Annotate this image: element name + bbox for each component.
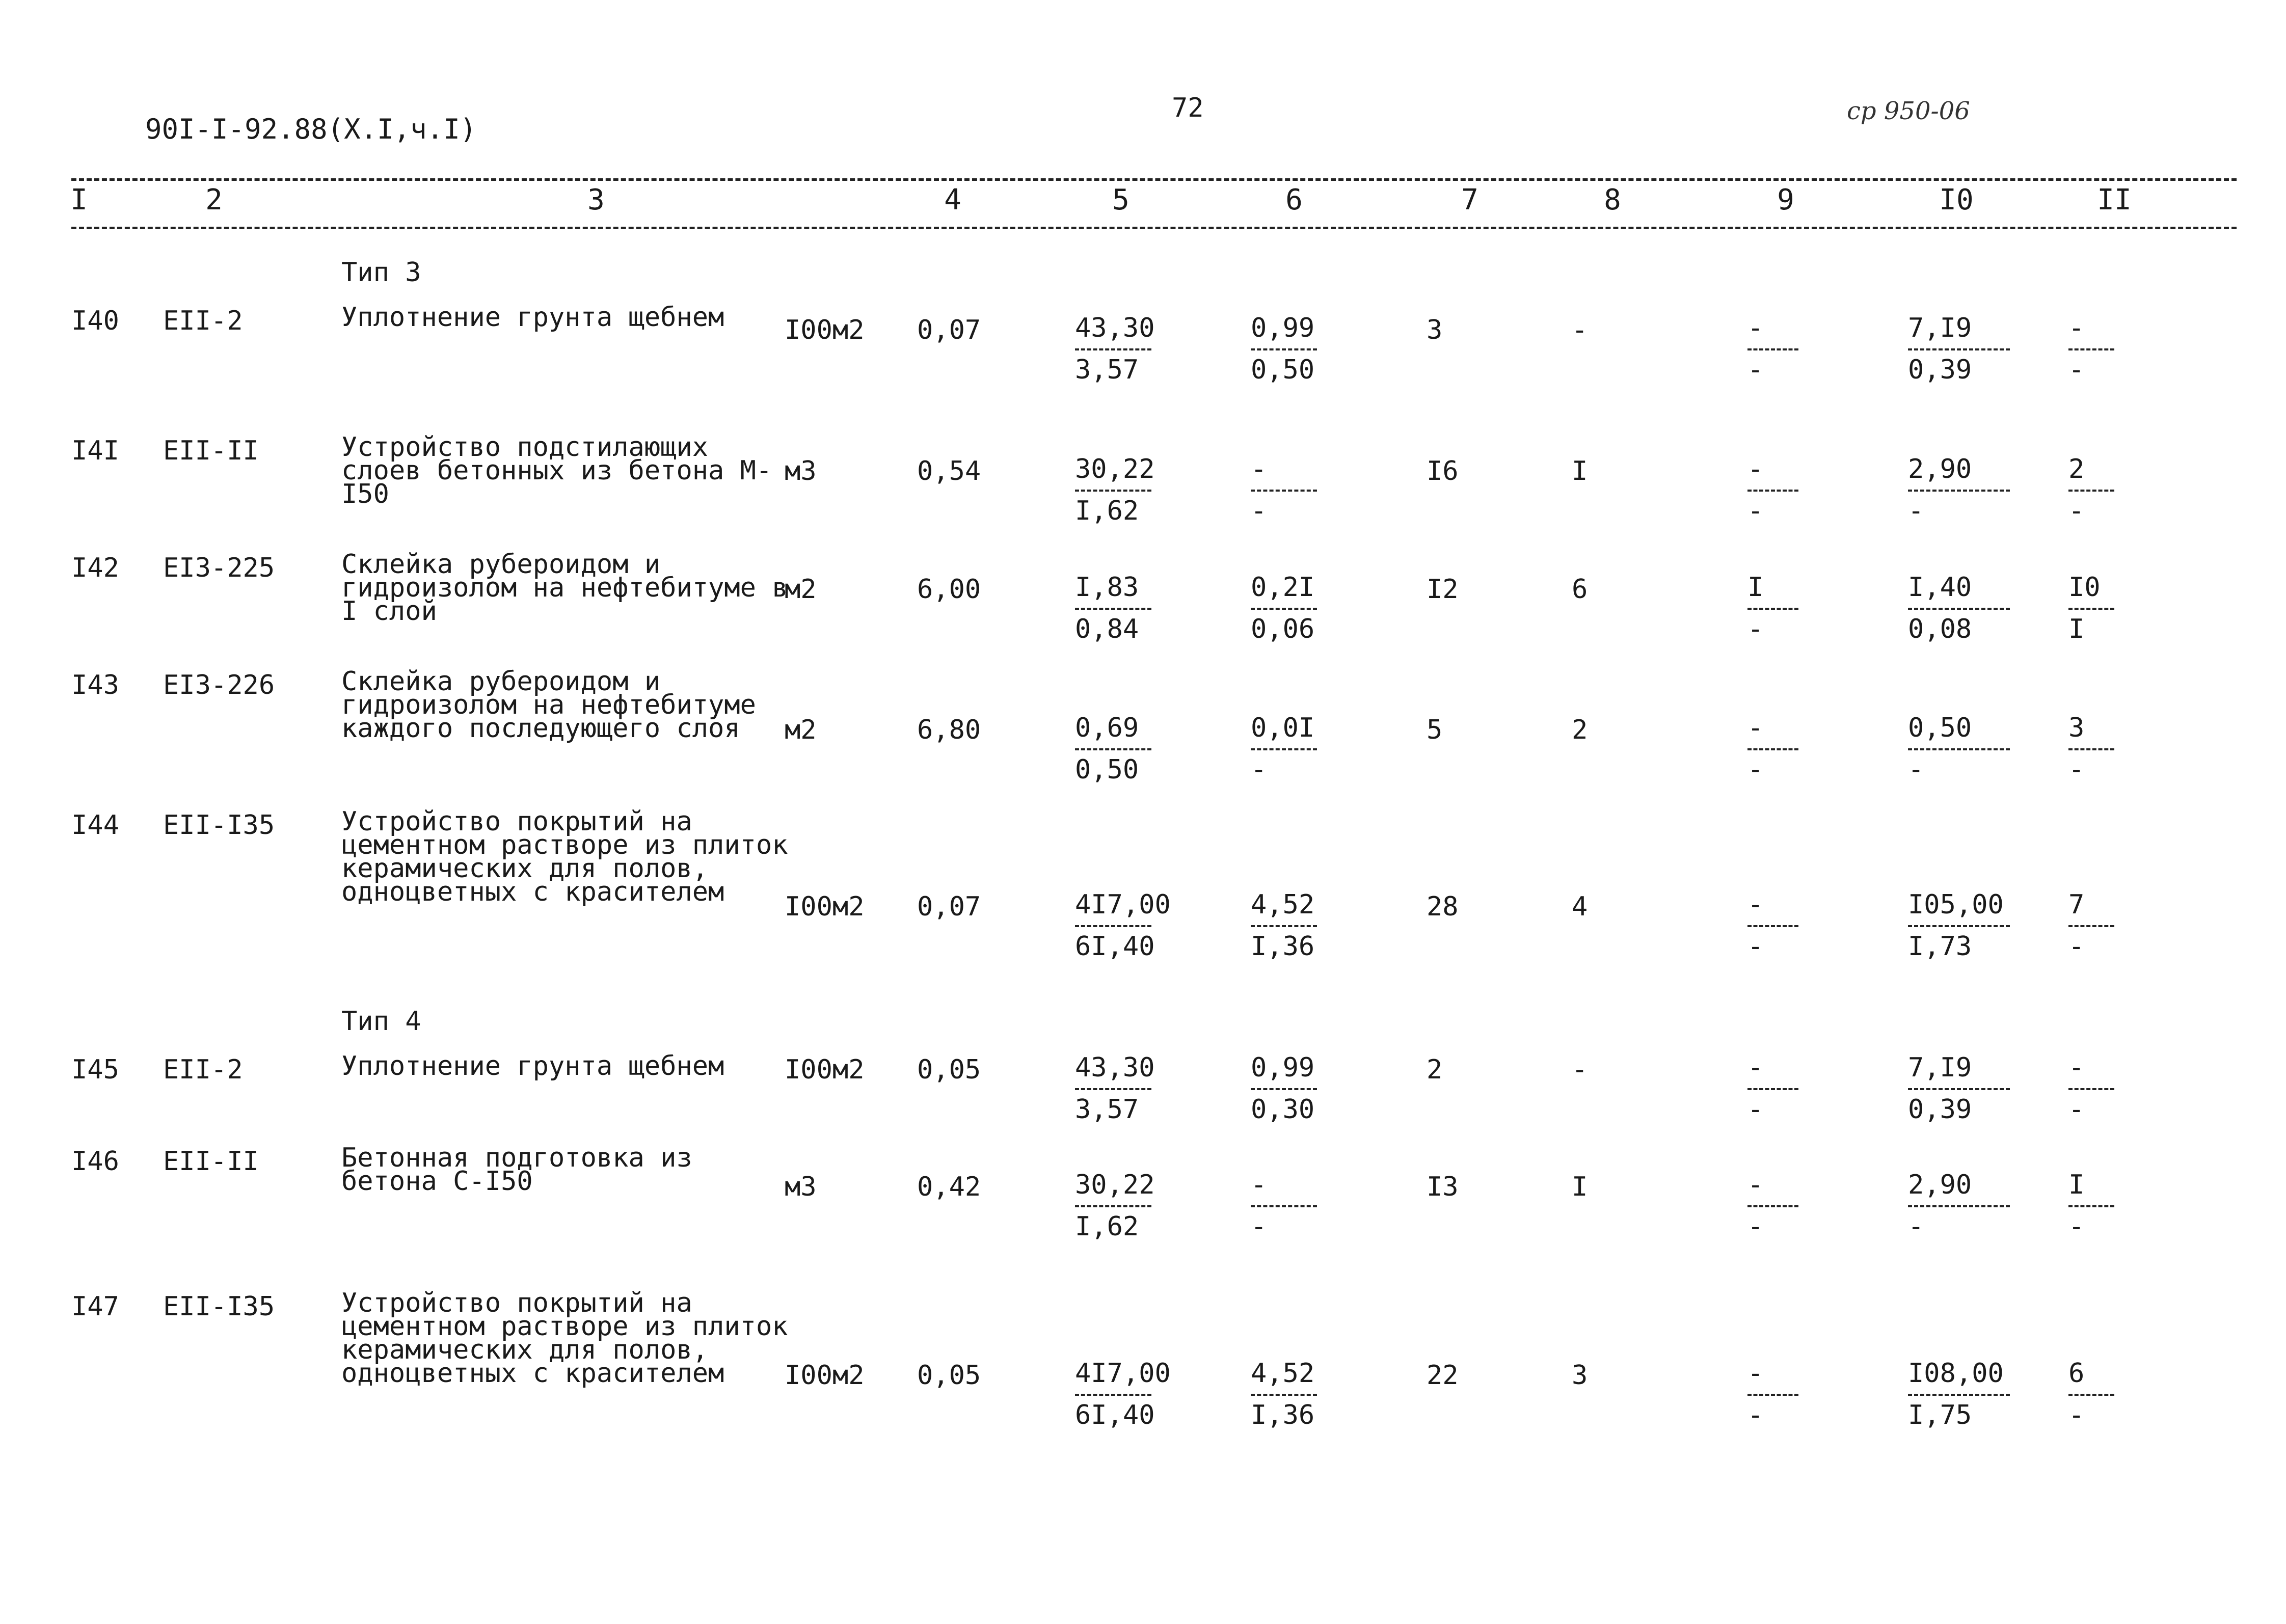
norm-code: EII-2	[163, 306, 243, 336]
header-top-rule	[71, 178, 2237, 181]
col11-bottom: -	[2068, 496, 2085, 526]
col11-top: -	[2068, 313, 2085, 343]
col5-bottom: 6I,40	[1075, 931, 1155, 962]
col9-bottom: -	[1747, 1094, 1764, 1125]
col5-bottom: I,62	[1075, 1211, 1139, 1242]
row-number: I46	[71, 1146, 119, 1177]
column-header: 2	[205, 183, 223, 216]
col9-bottom: -	[1747, 1400, 1764, 1430]
col11-bottom: -	[2068, 931, 2085, 962]
quantity: 0,05	[917, 1054, 981, 1085]
fraction-bar	[1747, 1088, 1798, 1090]
column-header: 8	[1604, 183, 1621, 216]
col8-value: -	[1572, 315, 1588, 345]
col9-fraction	[1747, 1172, 1798, 1240]
col6-bottom: 0,30	[1251, 1094, 1315, 1125]
col9-top: -	[1747, 713, 1764, 743]
col7-value: I2	[1427, 574, 1459, 605]
fraction-bar	[1251, 608, 1317, 610]
col5-bottom: 3,57	[1075, 1094, 1139, 1125]
fraction-bar	[1908, 608, 2010, 610]
row-number: I43	[71, 670, 119, 700]
col5-fraction	[1075, 454, 1155, 526]
col5-fraction	[1075, 1052, 1155, 1125]
work-description: Бетонная подготовка из бетона С-I50	[341, 1143, 692, 1197]
fraction-bar	[1747, 925, 1798, 927]
col9-bottom: -	[1747, 754, 1764, 785]
fraction-bar	[1251, 1088, 1317, 1090]
col6-fraction	[1251, 891, 1317, 960]
norm-code: EII-II	[163, 436, 259, 466]
work-description: Устройство подстилающих слоев бетонных из бетона М-I50	[341, 432, 772, 509]
col10-top: 2,90	[1908, 454, 1972, 484]
col6-top: 0,99	[1251, 313, 1315, 343]
fraction-bar	[2068, 348, 2114, 350]
col5-bottom: 3,57	[1075, 355, 1139, 385]
column-header: I0	[1939, 183, 1974, 216]
col9-top: -	[1747, 1358, 1764, 1389]
col10-bottom: -	[1908, 1211, 1924, 1242]
col10-fraction	[1908, 891, 2010, 960]
quantity: 0,07	[917, 315, 981, 345]
col6-bottom: 0,50	[1251, 355, 1315, 385]
col10-fraction	[1908, 1172, 2010, 1240]
col5-fraction	[1075, 715, 1151, 783]
col10-top: I05,00	[1908, 889, 2004, 920]
col10-top: 7,I9	[1908, 1052, 1972, 1083]
norm-code: EII-II	[163, 1146, 259, 1177]
column-header: 6	[1285, 183, 1303, 216]
fraction-bar	[1908, 1088, 2010, 1090]
fraction-bar	[1251, 1205, 1317, 1207]
fraction-bar	[1747, 1394, 1798, 1396]
col5-top: 43,30	[1075, 313, 1155, 343]
fraction-bar	[1251, 348, 1317, 350]
norm-code: EII-2	[163, 1054, 243, 1085]
header-bottom-rule	[71, 227, 2237, 229]
col5-top: 43,30	[1075, 1052, 1155, 1083]
fraction-bar	[2068, 925, 2114, 927]
quantity: 0,05	[917, 1360, 981, 1391]
col8-value: -	[1572, 1054, 1588, 1085]
col5-top: 0,69	[1075, 713, 1139, 743]
handwritten-stamp: ср 950-06	[1847, 97, 1970, 125]
fraction-bar	[1908, 1205, 2010, 1207]
col9-top: -	[1747, 1170, 1764, 1200]
quantity: 6,00	[917, 574, 981, 605]
col9-fraction	[1747, 574, 1798, 642]
unit: м3	[785, 456, 817, 486]
column-header: 5	[1112, 183, 1129, 216]
col9-bottom: -	[1747, 496, 1764, 526]
fraction-bar	[2068, 1205, 2114, 1207]
row-number: I40	[71, 306, 119, 336]
fraction-bar	[1747, 608, 1798, 610]
work-description: Устройство покрытий на цементном растворе из плиток керамических для полов, одноцветных с красителем	[341, 806, 788, 907]
col10-fraction	[1908, 574, 2010, 642]
col11-fraction	[2068, 715, 2114, 783]
col10-top: 0,50	[1908, 713, 1972, 743]
section-title: Тип 4	[341, 1006, 421, 1037]
col6-top: 4,52	[1251, 1358, 1315, 1389]
fraction-bar	[1908, 925, 2010, 927]
col5-bottom: 0,50	[1075, 754, 1139, 785]
col9-bottom: -	[1747, 614, 1764, 644]
col6-top: 0,2I	[1251, 572, 1315, 603]
fraction-bar	[1251, 1394, 1317, 1396]
col11-fraction	[2068, 574, 2114, 642]
col11-fraction	[2068, 315, 2114, 383]
col6-top: -	[1251, 454, 1267, 484]
col10-fraction	[1908, 456, 2010, 524]
fraction-bar	[1908, 1394, 2010, 1396]
col11-fraction	[2068, 456, 2114, 524]
norm-code: EI3-225	[163, 553, 275, 583]
document-code: 90I-I-92.88(X.I,ч.I)	[145, 113, 477, 145]
quantity: 0,54	[917, 456, 981, 486]
work-description: Уплотнение грунта щебнем	[341, 1051, 724, 1081]
col5-top: 4I7,00	[1075, 1358, 1171, 1389]
fraction-bar	[1075, 1088, 1151, 1090]
fraction-bar	[2068, 1394, 2114, 1396]
col9-bottom: -	[1747, 355, 1764, 385]
col6-fraction	[1251, 315, 1317, 383]
col8-value: I	[1572, 1172, 1588, 1202]
col9-fraction	[1747, 1360, 1798, 1428]
col6-bottom: -	[1251, 496, 1267, 526]
fraction-bar	[1747, 1205, 1798, 1207]
norm-code: EII-I35	[163, 1291, 275, 1322]
col5-fraction	[1075, 574, 1151, 642]
unit: м2	[785, 715, 817, 745]
unit: I00м2	[785, 315, 865, 345]
column-header: I	[70, 183, 88, 216]
col10-top: 7,I9	[1908, 313, 1972, 343]
col9-bottom: -	[1747, 1211, 1764, 1242]
col11-bottom: -	[2068, 754, 2085, 785]
col10-bottom: 0,39	[1908, 355, 1972, 385]
fraction-bar	[1908, 748, 2010, 750]
col9-fraction	[1747, 1054, 1798, 1123]
fraction-bar	[1075, 348, 1151, 350]
col8-value: I	[1572, 456, 1588, 486]
col5-fraction	[1075, 1170, 1155, 1242]
row-number: I42	[71, 553, 119, 583]
col7-value: 2	[1427, 1054, 1443, 1085]
col11-top: I	[2068, 1170, 2085, 1200]
quantity: 0,07	[917, 891, 981, 922]
quantity: 6,80	[917, 715, 981, 745]
norm-code: EI3-226	[163, 670, 275, 700]
col6-fraction	[1251, 1360, 1317, 1428]
col11-fraction	[2068, 1172, 2114, 1240]
col6-top: -	[1251, 1170, 1267, 1200]
col9-bottom: -	[1747, 931, 1764, 962]
column-header: 7	[1461, 183, 1478, 216]
fraction-bar	[2068, 490, 2114, 492]
row-number: I4I	[71, 436, 119, 466]
col8-value: 3	[1572, 1360, 1588, 1391]
page-number: 72	[1172, 93, 1204, 123]
col10-bottom: I,75	[1908, 1400, 1972, 1430]
col10-bottom: -	[1908, 754, 1924, 785]
fraction-bar	[1747, 748, 1798, 750]
col11-fraction	[2068, 1054, 2114, 1123]
col10-top: 2,90	[1908, 1170, 1972, 1200]
work-description: Уплотнение грунта щебнем	[341, 302, 724, 333]
fraction-bar	[1251, 490, 1317, 492]
row-number: I47	[71, 1291, 119, 1322]
col11-bottom: I	[2068, 614, 2085, 644]
col6-fraction	[1251, 574, 1317, 642]
col11-bottom: -	[2068, 1211, 2085, 1242]
col9-top: I	[1747, 572, 1764, 603]
col7-value: 5	[1427, 715, 1443, 745]
col5-top: I,83	[1075, 572, 1139, 603]
col7-value: I6	[1427, 456, 1459, 486]
col9-top: -	[1747, 889, 1764, 920]
fraction-bar	[1747, 490, 1798, 492]
col9-fraction	[1747, 891, 1798, 960]
col11-top: I0	[2068, 572, 2101, 603]
work-description: Склейка рубероидом и гидроизолом на нефтебитуме в I слой	[341, 549, 788, 627]
unit: м2	[785, 574, 817, 605]
col11-fraction	[2068, 891, 2114, 960]
fraction-bar	[1908, 490, 2010, 492]
col9-top: -	[1747, 1052, 1764, 1083]
column-header: II	[2097, 183, 2132, 216]
col5-top: 30,22	[1075, 1170, 1155, 1200]
col6-bottom: I,36	[1251, 1400, 1315, 1430]
fraction-bar	[1075, 1394, 1151, 1396]
fraction-bar	[1075, 490, 1151, 492]
col9-fraction	[1747, 456, 1798, 524]
fraction-bar	[1075, 748, 1151, 750]
col6-top: 4,52	[1251, 889, 1315, 920]
fraction-bar	[2068, 608, 2114, 610]
col7-value: 28	[1427, 891, 1459, 922]
col10-bottom: 0,08	[1908, 614, 1972, 644]
column-header: 9	[1777, 183, 1794, 216]
col5-fraction	[1075, 1358, 1171, 1430]
col10-top: I08,00	[1908, 1358, 2004, 1389]
col7-value: I3	[1427, 1172, 1459, 1202]
col6-top: 0,99	[1251, 1052, 1315, 1083]
work-description: Склейка рубероидом и гидроизолом на нефтебитуме каждого последующего слоя	[341, 666, 756, 744]
col7-value: 22	[1427, 1360, 1459, 1391]
column-header: 4	[944, 183, 961, 216]
fraction-bar	[1075, 1205, 1151, 1207]
col11-top: 6	[2068, 1358, 2085, 1389]
col7-value: 3	[1427, 315, 1443, 345]
unit: I00м2	[785, 1360, 865, 1391]
col5-bottom: 6I,40	[1075, 1400, 1155, 1430]
col5-top: 4I7,00	[1075, 889, 1171, 920]
col9-top: -	[1747, 454, 1764, 484]
column-header: 3	[587, 183, 605, 216]
col8-value: 2	[1572, 715, 1588, 745]
col5-fraction	[1075, 313, 1155, 385]
fraction-bar	[2068, 748, 2114, 750]
col11-top: 2	[2068, 454, 2085, 484]
col6-fraction	[1251, 715, 1317, 783]
col6-top: 0,0I	[1251, 713, 1315, 743]
col10-fraction	[1908, 1054, 2010, 1123]
col10-fraction	[1908, 715, 2010, 783]
col11-bottom: -	[2068, 1094, 2085, 1125]
fraction-bar	[1075, 608, 1151, 610]
fraction-bar	[1251, 925, 1317, 927]
col11-top: 7	[2068, 889, 2085, 920]
col5-top: 30,22	[1075, 454, 1155, 484]
norm-code: EII-I35	[163, 810, 275, 841]
row-number: I45	[71, 1054, 119, 1085]
unit: I00м2	[785, 891, 865, 922]
col9-fraction	[1747, 715, 1798, 783]
fraction-bar	[1075, 925, 1151, 927]
col6-bottom: -	[1251, 1211, 1267, 1242]
col5-bottom: I,62	[1075, 496, 1139, 526]
section-title: Тип 3	[341, 257, 421, 288]
fraction-bar	[1747, 348, 1798, 350]
col9-top: -	[1747, 313, 1764, 343]
unit: м3	[785, 1172, 817, 1202]
work-description: Устройство покрытий на цементном растворе из плиток керамических для полов, одноцветных с красителем	[341, 1288, 788, 1389]
col10-fraction	[1908, 1360, 2010, 1428]
col5-bottom: 0,84	[1075, 614, 1139, 644]
col10-bottom: I,73	[1908, 931, 1972, 962]
fraction-bar	[2068, 1088, 2114, 1090]
col11-top: -	[2068, 1052, 2085, 1083]
col10-bottom: -	[1908, 496, 1924, 526]
unit: I00м2	[785, 1054, 865, 1085]
col6-bottom: 0,06	[1251, 614, 1315, 644]
col6-fraction	[1251, 1172, 1317, 1240]
col11-fraction	[2068, 1360, 2114, 1428]
col8-value: 6	[1572, 574, 1588, 605]
col6-bottom: -	[1251, 754, 1267, 785]
col11-top: 3	[2068, 713, 2085, 743]
col5-fraction	[1075, 889, 1171, 962]
fraction-bar	[1251, 748, 1317, 750]
fraction-bar	[1908, 348, 2010, 350]
col6-fraction	[1251, 1054, 1317, 1123]
col10-bottom: 0,39	[1908, 1094, 1972, 1125]
col10-fraction	[1908, 315, 2010, 383]
col9-fraction	[1747, 315, 1798, 383]
col11-bottom: -	[2068, 1400, 2085, 1430]
col8-value: 4	[1572, 891, 1588, 922]
col11-bottom: -	[2068, 355, 2085, 385]
quantity: 0,42	[917, 1172, 981, 1202]
col6-fraction	[1251, 456, 1317, 524]
col6-bottom: I,36	[1251, 931, 1315, 962]
row-number: I44	[71, 810, 119, 841]
col10-top: I,40	[1908, 572, 1972, 603]
